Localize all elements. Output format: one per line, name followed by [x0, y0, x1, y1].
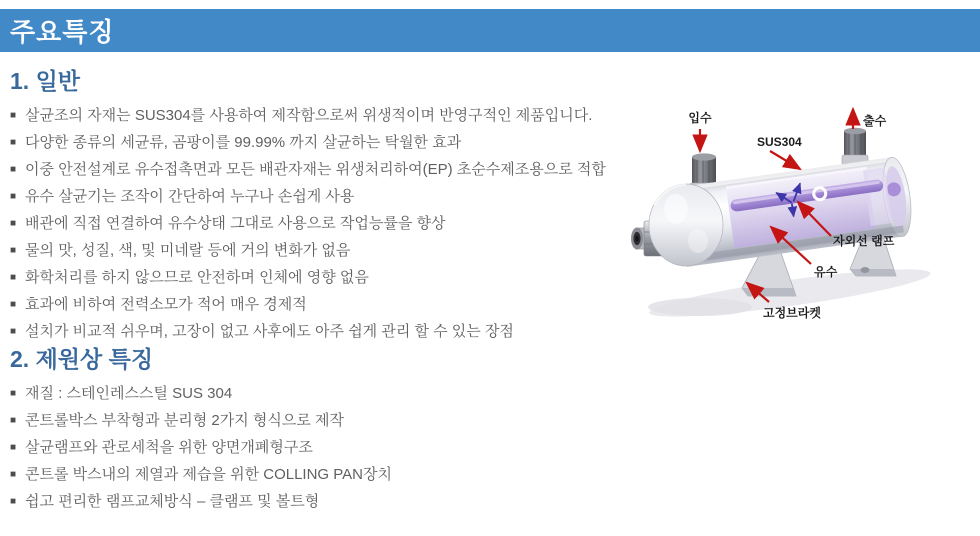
feature-item: ■ 콘트롤박스 부착형과 분리형 2가지 형식으로 제작: [10, 408, 640, 435]
feature-item: ■ 유수 살균기는 조작이 간단하여 누구나 손쉽게 사용: [10, 184, 640, 211]
section-spec-title: 2. 제원상 특징: [10, 346, 154, 372]
feature-item: ■ 살균조의 자재는 SUS304를 사용하여 제작함으로써 위생적이며 반영구적인 제품입니다.: [10, 103, 640, 130]
inlet-label: 입수: [688, 111, 712, 125]
left-end-cap: [649, 184, 723, 266]
feature-item: ■ 효과에 비하여 전력소모가 적어 매우 경제적: [10, 292, 640, 319]
feature-item: ■ 콘트롤 박스내의 제열과 제습을 위한 COLLING PAN장치: [10, 462, 640, 489]
section-general: [10, 63, 640, 346]
section-general-title: 1. 일반: [10, 68, 81, 94]
outlet-port: [842, 128, 868, 165]
general-feature-list: [10, 103, 640, 346]
feature-item: ■ 이중 안전설계로 유수접촉면과 모든 배관자재는 위생처리하여(EP) 초순수제조용으로 적합: [10, 157, 640, 184]
material-arrow: [770, 151, 800, 169]
product-diagram: [630, 85, 980, 335]
outlet-label: 출수: [863, 114, 887, 128]
feature-item: ■ 화학처리를 하지 않으므로 안전하며 인체에 영향 없음: [10, 265, 640, 292]
bracket-label: 고정브라켓: [763, 306, 821, 320]
feature-item: ■ 배관에 직접 연결하여 유수상태 그대로 사용으로 작업능률을 향상: [10, 211, 640, 238]
section-spec: [10, 341, 640, 516]
feature-item: ■ 쉽고 편리한 램프교체방식 – 클램프 및 볼트형: [10, 489, 640, 516]
uv-sterilizer-illustration: [630, 85, 980, 335]
uv-lamp-label: 자외선 램프: [833, 234, 895, 248]
feature-item: ■ 물의 맛, 성질, 색, 및 미네랄 등에 거의 변화가 없음: [10, 238, 640, 265]
feature-item: ■ 다양한 종류의 세균류, 곰팡이를 99.99% 까지 살균하는 탁월한 효과: [10, 130, 640, 157]
feature-item: ■ 살균램프와 관로세척을 위한 양면개폐형구조: [10, 435, 640, 462]
water-flow-label: 유수: [814, 265, 838, 279]
feature-item: ■ 설치가 비교적 쉬우며, 고장이 없고 사후에도 아주 쉽게 관리 할 수 있는 장점: [10, 319, 640, 346]
feature-item: ■ 재질 : 스테인레스스틸 SUS 304: [10, 381, 640, 408]
page-title: 주요특징: [10, 17, 115, 47]
spec-feature-list: [10, 381, 640, 516]
material-label: SUS304: [757, 135, 802, 149]
header-bar: [0, 9, 980, 52]
